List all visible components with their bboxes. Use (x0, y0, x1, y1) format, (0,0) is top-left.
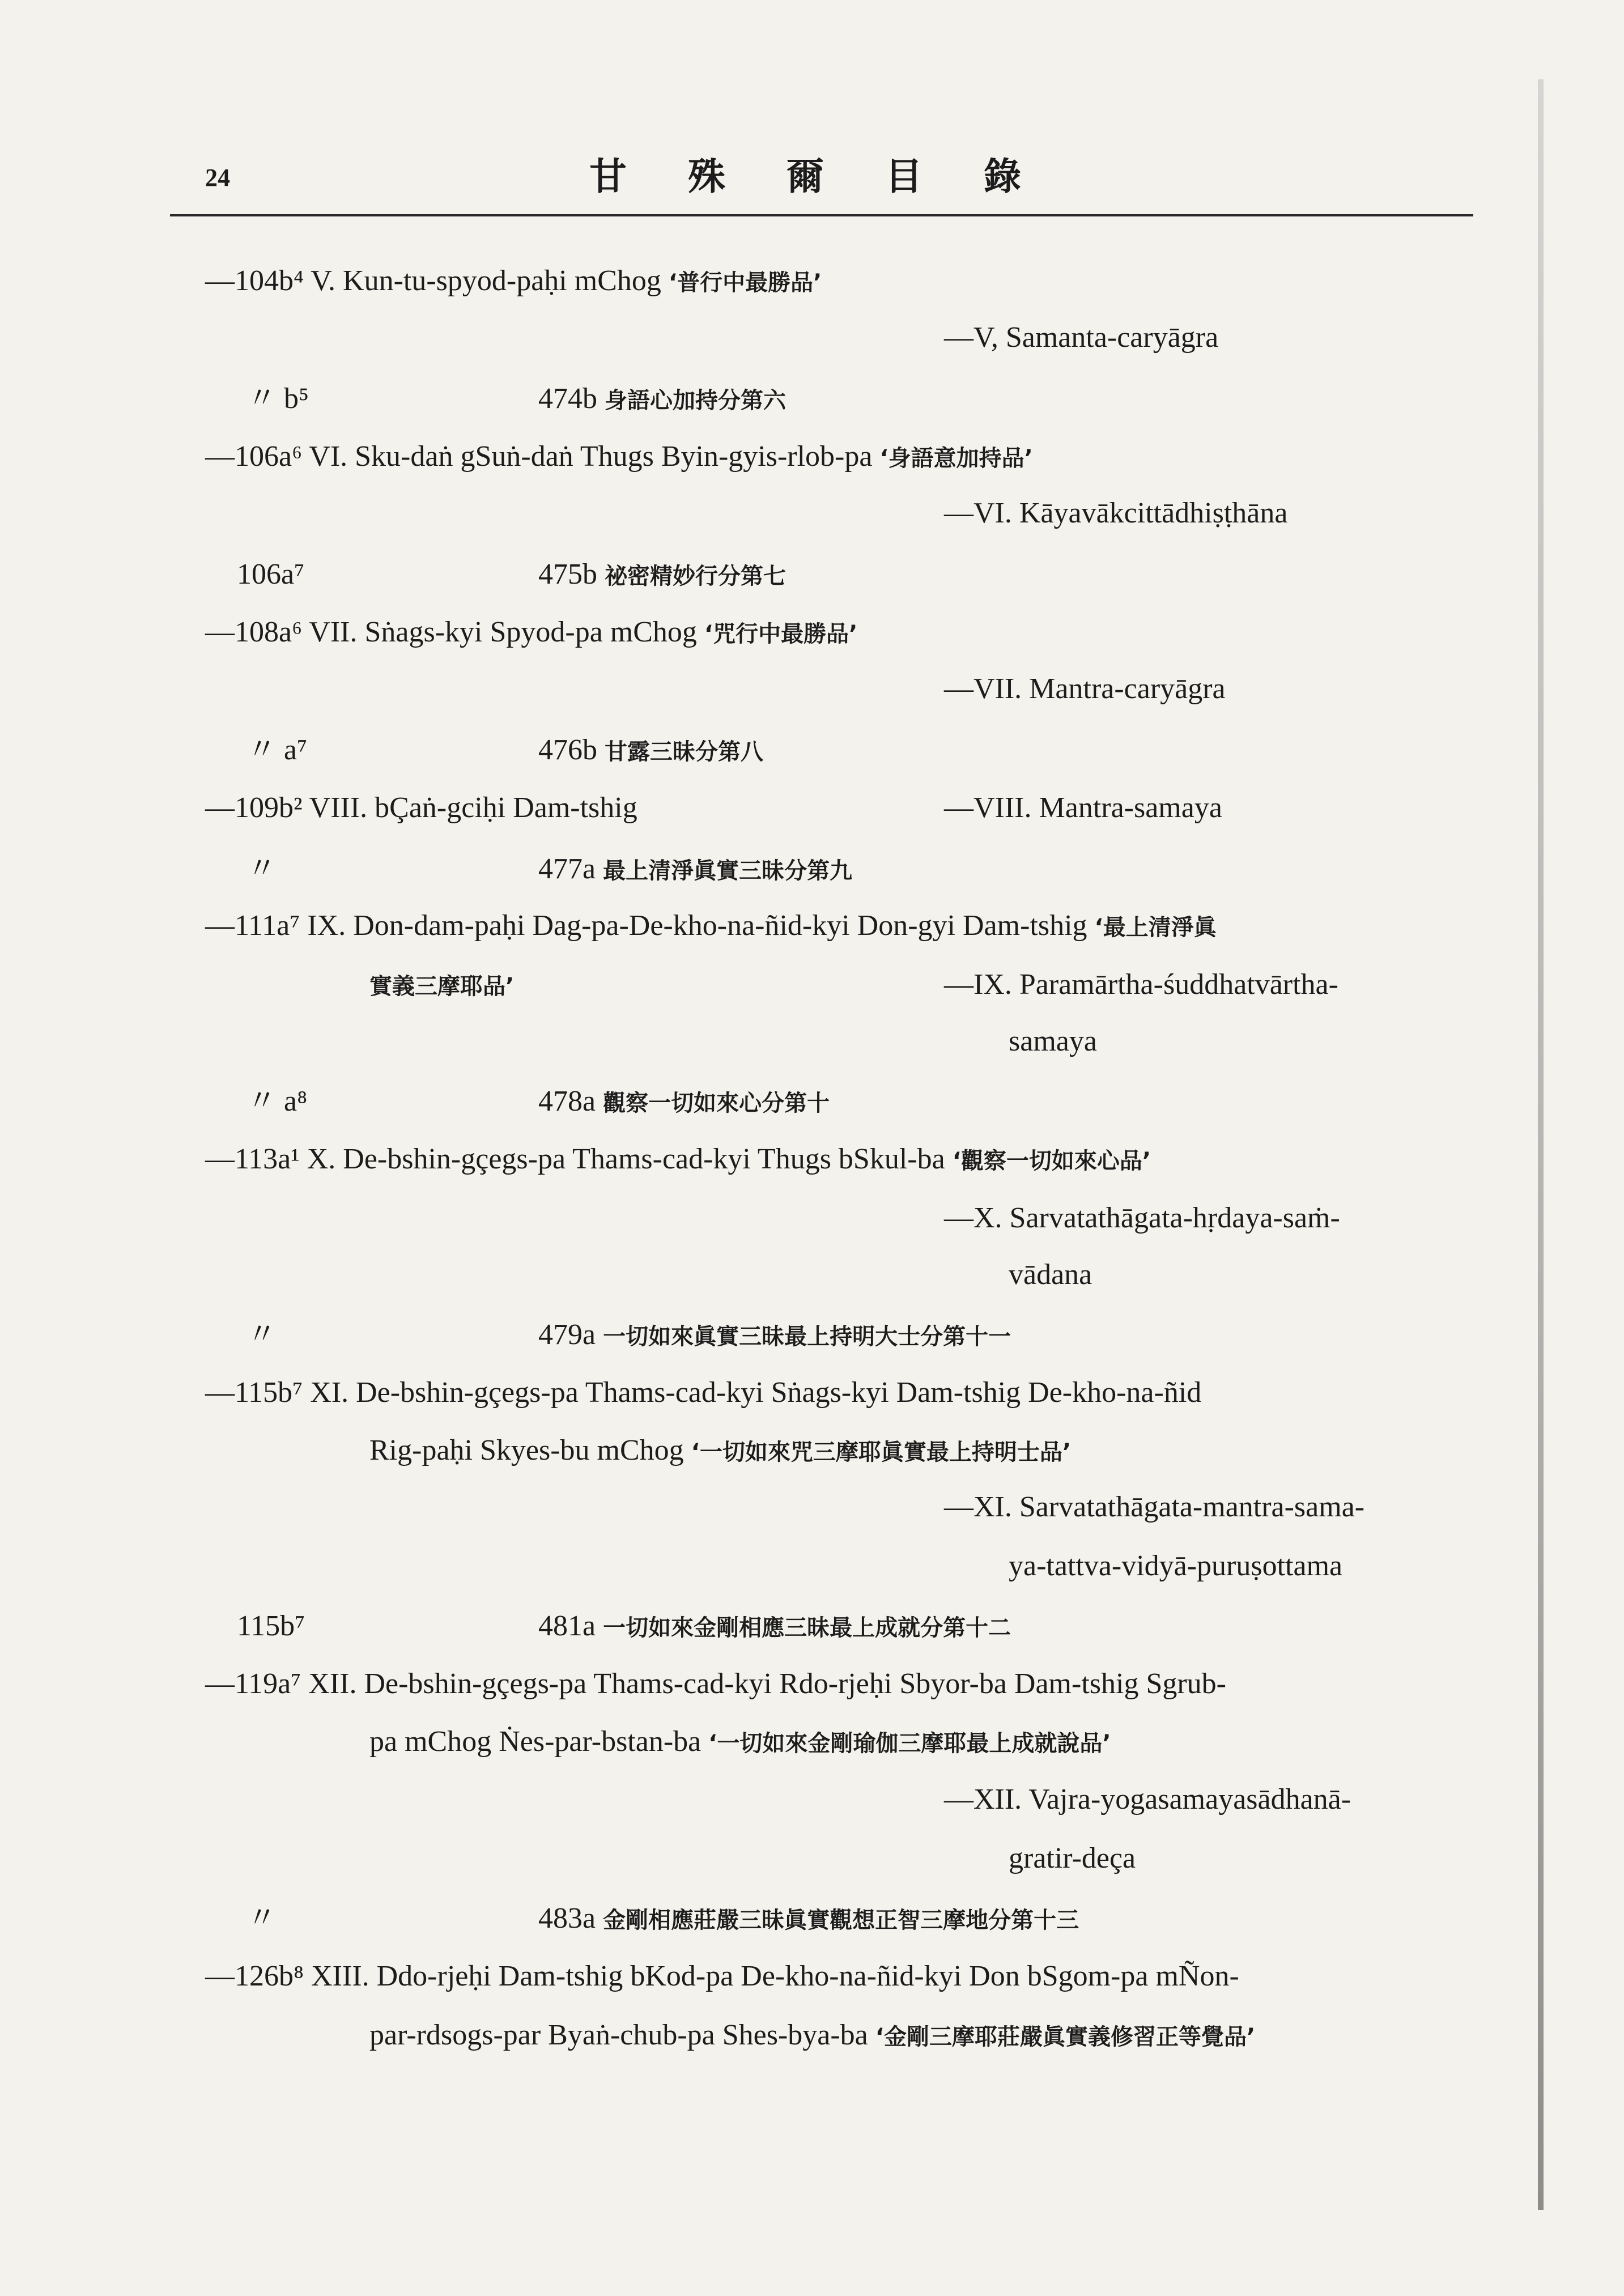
entry-line: —109b² VIII. bÇaṅ-gciḥi Dam-tshig (205, 792, 637, 824)
entry-line: 實義三摩耶品’ (369, 973, 515, 1000)
header-rule (170, 214, 1473, 216)
entry-line: samaya (1009, 1025, 1097, 1057)
entry-line: —119a⁷ XII. De-bshin-gçegs-pa Thams-cad-kyi Rdo-rjeḥi Sbyor-ba Dam-tshig Sgrub- (205, 1668, 1226, 1700)
entry-line: —X. Sarvatathāgata-hṛdaya-saṁ- (944, 1202, 1340, 1234)
entry-line: —VIII. Mantra-samaya (944, 792, 1222, 824)
entry-line: —106a⁶ VI. Sku-daṅ gSuṅ-daṅ Thugs Byin-gyis-rlob-pa ‘身語意加持品’ (205, 440, 1033, 473)
entry-line: —115b⁷ XI. De-bshin-gçegs-pa Thams-cad-kyi Sṅags-kyi Dam-tshig De-kho-na-ñid (205, 1376, 1202, 1409)
entry-line: pa mChog Ṅes-par-bstan-ba ‘一切如來金剛瑜伽三摩耶最上成就說品’ (369, 1725, 1111, 1758)
entry-line: gratir-deça (1009, 1842, 1136, 1874)
entry-line: 115b⁷ (237, 1610, 305, 1642)
entry-line: 〃 b⁵ (247, 382, 309, 415)
entry-line: 478a 觀察一切如來心分第十 (538, 1085, 830, 1117)
entry-line: —XII. Vajra-yogasamayasādhanā- (944, 1783, 1351, 1815)
entry-line: 483a 金剛相應莊嚴三昧眞實觀想正智三摩地分第十三 (538, 1902, 1079, 1934)
entry-line: —VII. Mantra-caryāgra (944, 673, 1226, 705)
entry-line: —XI. Sarvatathāgata-mantra-sama- (944, 1491, 1365, 1523)
scan-edge-mark (1538, 79, 1544, 2210)
entry-line: 475b 祕密精妙行分第七 (538, 558, 786, 590)
entry-line: 479a 一切如來眞實三昧最上持明大士分第十一 (538, 1319, 1011, 1351)
entry-line: —IX. Paramārtha-śuddhatvārtha- (944, 968, 1338, 1001)
page-header (0, 0, 1624, 215)
entry-line: 〃 (247, 853, 277, 885)
entry-line: ya-tattva-vidyā-puruṣottama (1009, 1550, 1343, 1582)
entry-line: —111a⁷ IX. Don-dam-paḥi Dag-pa-De-kho-na-ñid-kyi Don-gyi Dam-tshig ‘最上清淨眞 (205, 909, 1217, 942)
entry-line: —108a⁶ VII. Sṅags-kyi Spyod-pa mChog ‘咒行中最勝品’ (205, 616, 858, 648)
running-title: 甘殊爾目錄 (589, 155, 1082, 198)
entry-line: 476b 甘露三昧分第八 (538, 734, 763, 766)
entry-line: 481a 一切如來金剛相應三昧最上成就分第十二 (538, 1610, 1011, 1642)
entry-line: 〃 (247, 1902, 277, 1934)
entry-line: 474b 身語心加持分第六 (538, 382, 786, 415)
entry-line: —126b⁸ XIII. Ddo-rjeḥi Dam-tshig bKod-pa De-kho-na-ñid-kyi Don bSgom-pa mÑon- (205, 1960, 1239, 1992)
entry-line: 106a⁷ (237, 558, 305, 590)
entry-line: Rig-paḥi Skyes-bu mChog ‘一切如來咒三摩耶眞實最上持明士品’ (369, 1434, 1072, 1466)
entry-line: 〃 (247, 1319, 277, 1351)
page-number: 24 (205, 164, 230, 192)
entry-line: 〃 a⁸ (247, 1085, 308, 1117)
entry-line: vādana (1009, 1258, 1092, 1291)
entry-line: —113a¹ X. De-bshin-gçegs-pa Thams-cad-kyi Thugs bSkul-ba ‘觀察一切如來心品’ (205, 1143, 1151, 1175)
entry-line: 477a 最上清淨眞實三昧分第九 (538, 853, 853, 885)
entry-line: par-rdsogs-par Byaṅ-chub-pa Shes-bya-ba ‘金剛三摩耶莊嚴眞實義修習正等覺品’ (369, 2019, 1256, 2051)
entry-line: 〃 a⁷ (247, 734, 308, 766)
entry-line: —V, Samanta-caryāgra (944, 321, 1219, 354)
entry-line: —VI. Kāyavākcittādhiṣṭhāna (944, 497, 1288, 529)
entry-line: —104b⁴ V. Kun-tu-spyod-paḥi mChog ‘普行中最勝品’ (205, 265, 822, 297)
